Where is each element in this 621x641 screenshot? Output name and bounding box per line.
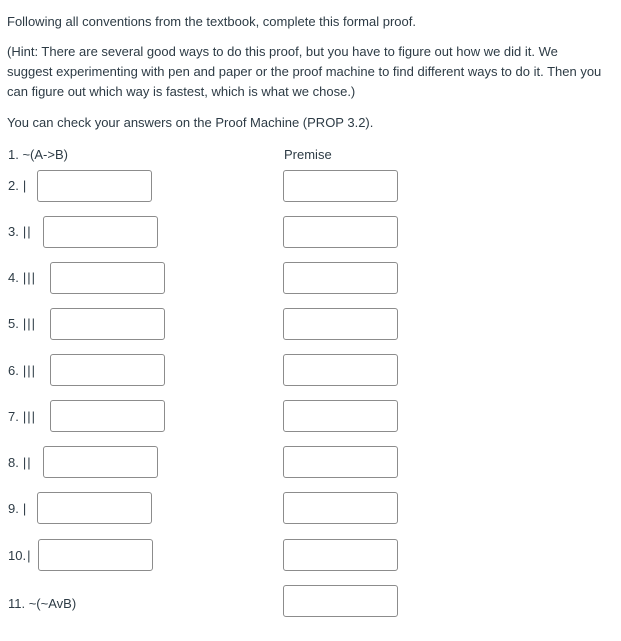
proof-line-1-justification: Premise xyxy=(284,147,332,162)
proof-line-8-justification-input[interactable] xyxy=(283,446,398,478)
proof-line-9-label xyxy=(8,499,27,519)
proof-line-11-label: 11. ~(~AvB) xyxy=(8,596,77,611)
line-number: 9. xyxy=(8,501,19,516)
proof-line-5-justification-input[interactable] xyxy=(283,308,398,340)
proof-machine-note: You can check your answers on the Proof Machine (PROP 3.2). xyxy=(7,115,374,130)
line-number: 3. xyxy=(8,224,19,239)
proof-line-10-label xyxy=(8,546,31,566)
proof-line-8-label xyxy=(8,453,32,473)
hint-text: (Hint: There are several good ways to do this proof, but you have to figure out how we did it. We suggest experimenting with pen and paper or the proof machine to find different ways to do it. Then you can figure out which way is fastest, which is what we chose.) xyxy=(7,44,602,99)
subproof-bars: ||| xyxy=(22,316,36,331)
subproof-bars: ||| xyxy=(22,409,36,424)
line-number: 10. xyxy=(8,548,27,563)
line-number: 4. xyxy=(8,270,19,285)
proof-line-3-justification-input[interactable] xyxy=(283,216,398,248)
proof-line-7-label xyxy=(8,407,36,427)
proof-line-2-statement-input[interactable] xyxy=(37,170,152,202)
proof-line-4-label xyxy=(8,268,36,288)
proof-line-4-statement-input[interactable] xyxy=(50,262,165,294)
proof-line-2-justification-input[interactable] xyxy=(283,170,398,202)
proof-line-7-justification-input[interactable] xyxy=(283,400,398,432)
proof-line-9-statement-input[interactable] xyxy=(37,492,152,524)
proof-line-5-label xyxy=(8,314,36,334)
proof-line-6-statement-input[interactable] xyxy=(50,354,165,386)
line-number: 7. xyxy=(8,409,19,424)
proof-line-5-statement-input[interactable] xyxy=(50,308,165,340)
line-number: 6. xyxy=(8,363,19,378)
line-number: 5. xyxy=(8,316,19,331)
subproof-bars: | xyxy=(22,501,28,516)
proof-line-3-label xyxy=(8,222,32,242)
proof-line-4-justification-input[interactable] xyxy=(283,262,398,294)
subproof-bars: || xyxy=(22,455,32,470)
instruction-text: Following all conventions from the textbook, complete this formal proof. xyxy=(7,14,416,29)
proof-line-6-justification-input[interactable] xyxy=(283,354,398,386)
proof-line-3-statement-input[interactable] xyxy=(43,216,158,248)
proof-line-9-justification-input[interactable] xyxy=(283,492,398,524)
subproof-bars: | xyxy=(22,178,28,193)
proof-line-10-statement-input[interactable] xyxy=(38,539,153,571)
proof-line-7-statement-input[interactable] xyxy=(50,400,165,432)
subproof-bars: ||| xyxy=(22,270,36,285)
proof-line-10-justification-input[interactable] xyxy=(283,539,398,571)
proof-line-6-label xyxy=(8,361,36,381)
line-number: 2. xyxy=(8,178,19,193)
subproof-bars: | xyxy=(27,548,32,563)
proof-line-11-justification-input[interactable] xyxy=(283,585,398,617)
proof-line-1-label: 1. ~(A->B) xyxy=(8,147,68,162)
line-number: 8. xyxy=(8,455,19,470)
subproof-bars: ||| xyxy=(22,363,36,378)
proof-line-8-statement-input[interactable] xyxy=(43,446,158,478)
proof-line-2-label xyxy=(8,176,27,196)
subproof-bars: || xyxy=(22,224,32,239)
